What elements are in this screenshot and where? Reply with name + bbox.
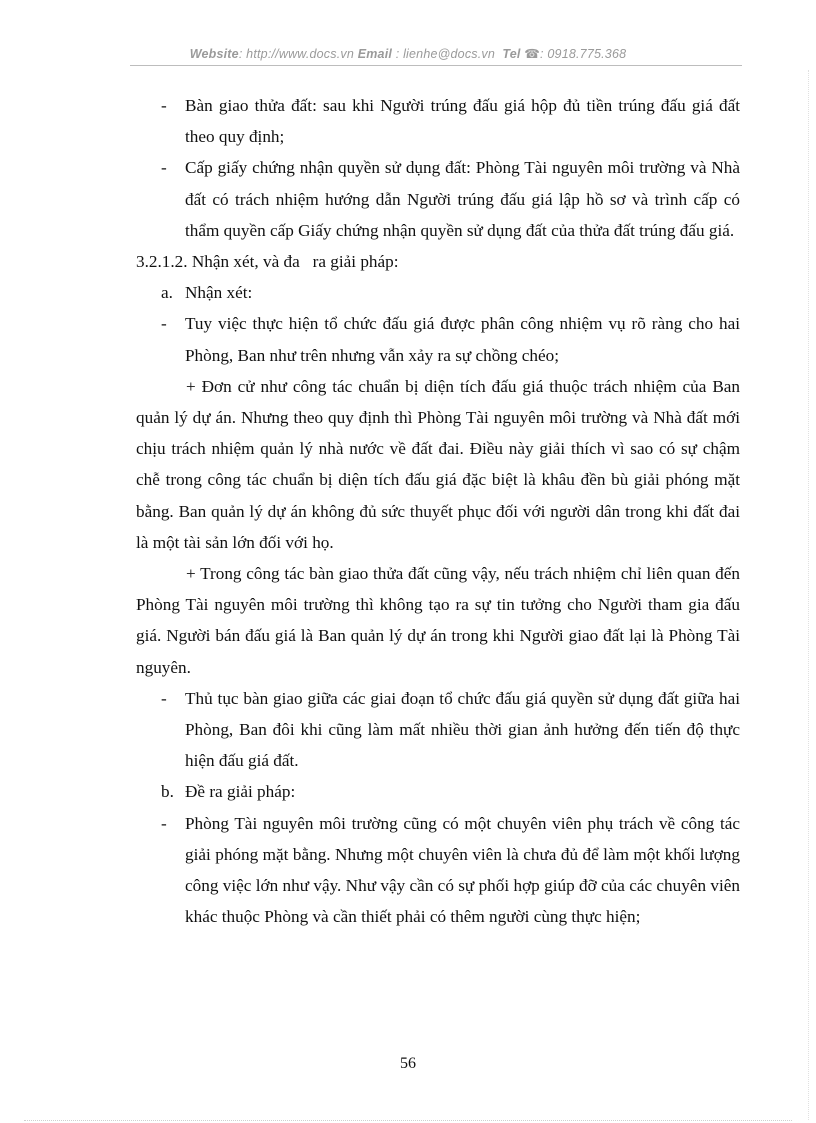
list-item	[136, 308, 740, 370]
tel-label: Tel	[502, 47, 521, 61]
list-item	[136, 152, 740, 246]
bullet-marker: -	[161, 158, 167, 178]
subsection-title: Nhận xét:	[185, 283, 253, 303]
subsection-a	[136, 277, 740, 308]
list-item	[136, 683, 740, 777]
page-border	[808, 70, 809, 1120]
email-label: Email	[357, 47, 393, 61]
list-item	[136, 90, 740, 152]
website-label: Website	[189, 47, 239, 61]
list-item-text: Tuy việc thực hiện tổ chức đấu giá được phân công nhiệm vụ rõ ràng cho hai Phòng, Ban như trên nhưng vẫn xảy ra sự chồng chéo;	[185, 314, 740, 365]
page-header	[0, 46, 816, 61]
phone-icon: ☎	[524, 47, 541, 61]
list-item-text: Cấp giấy chứng nhận quyền sử dụng đất: Phòng Tài nguyên môi trường và Nhà đất có trách nhiệm hướng dẫn Người trúng đấu giá lập hồ sơ và trình cấp có thẩm quyền cấp Giấy chứng nhận quyền sử dụng đất của thửa đất trúng đấu giá.	[185, 158, 740, 240]
email-value: : lienhe@docs.vn	[395, 47, 496, 61]
document-body	[136, 90, 740, 932]
page-number: 56	[400, 1055, 416, 1072]
list-item	[136, 808, 740, 933]
section-heading: 3.2.1.2. Nhận xét, và đa ra giải pháp:	[136, 252, 399, 272]
subsection-marker: b.	[161, 782, 174, 802]
header-divider	[130, 65, 742, 66]
paragraph: + Đơn cử như công tác chuẩn bị diện tích đấu giá thuộc trách nhiệm của Ban quản lý dự án. Nhưng theo quy định thì Phòng Tài nguyên môi trường và Nhà đất mới chịu trách nhiệm quản lý nhà nước về đất đai. Điều này giải thích vì sao có sự chậm chễ trong công tác chuẩn bị diện tích đấu giá đặc biệt là khâu đền bù giải phóng mặt bằng. Ban quản lý dự án không đủ sức thuyết phục đối với người dân trong khi đất đai là một tài sản lớn đối với họ.	[136, 376, 740, 552]
website-value: : http://www.docs.vn	[238, 47, 354, 61]
bullet-marker: -	[161, 314, 167, 334]
tel-value: : 0918.775.368	[540, 47, 627, 61]
bullet-marker: -	[161, 813, 167, 833]
paragraph: + Trong công tác bàn giao thửa đất cũng vậy, nếu trách nhiệm chỉ liên quan đến Phòng Tài nguyên môi trường thì không tạo ra sự tin tưởng cho Người tham gia đấu giá. Người bán đấu giá là Ban quản lý dự án trong khi Người giao đất lại là Phòng Tài nguyên.	[136, 564, 740, 677]
list-item-text: Thủ tục bàn giao giữa các giai đoạn tổ chức đấu giá quyền sử dụng đất giữa hai Phòng, Ban đôi khi cũng làm mất nhiều thời gian ảnh hưởng đến tiến độ thực hiện đấu giá đất.	[185, 688, 740, 771]
footer-divider	[24, 1120, 792, 1121]
list-item-text: Phòng Tài nguyên môi trường cũng có một chuyên viên phụ trách về công tác giải phóng mặt bằng. Nhưng một chuyên viên là chưa đủ để làm một khối lượng công việc lớn như vậy. Như vậy cần có sự phối hợp giúp đỡ của các chuyên viên khác thuộc Phòng và cần thiết phải có thêm người cùng thực hiện;	[185, 813, 740, 927]
bullet-marker: -	[161, 96, 167, 115]
subsection-marker: a.	[161, 283, 173, 303]
bullet-marker: -	[161, 688, 167, 708]
list-item-text: Bàn giao thửa đất: sau khi Người trúng đấu giá hộp đủ tiền trúng đấu giá đất theo quy định;	[185, 96, 740, 147]
subsection-b	[136, 776, 740, 807]
subsection-title: Đề ra giải pháp:	[185, 782, 296, 802]
